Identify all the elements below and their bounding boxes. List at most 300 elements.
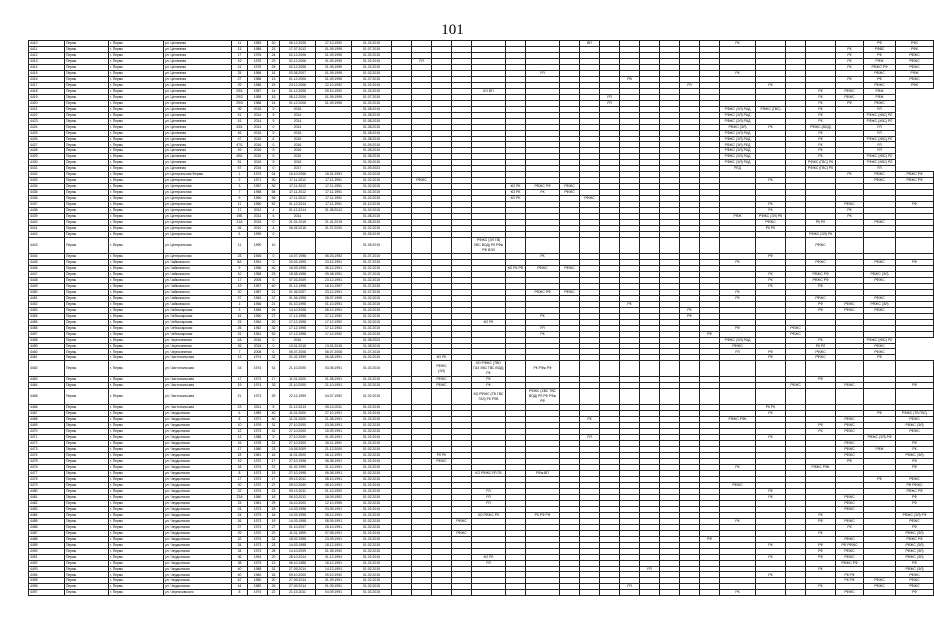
mark-cell: РК: [526, 331, 560, 337]
table-cell: Пермь: [65, 220, 109, 226]
table-cell: 2015: [248, 154, 268, 160]
table-cell: 01.09.1995: [316, 58, 352, 64]
table-cell: ул. Центральная: [164, 214, 232, 220]
table-cell: Пермь: [65, 584, 109, 590]
table-cell: 13.01.2015: [316, 343, 352, 349]
table-cell: 34: [232, 542, 248, 548]
table-cell: 01.02.2015: [352, 178, 392, 184]
table-cell: 01.02.2015: [352, 476, 392, 482]
table-cell: 2016: [248, 337, 268, 343]
table-cell: 0: [268, 220, 280, 226]
table-cell: 19Б: [232, 214, 248, 220]
mark-cell: РФЖС: [836, 307, 864, 313]
table-cell: 2016: [280, 142, 316, 148]
row-number-cell: 4478: [29, 476, 65, 482]
table-cell: 2015: [248, 160, 268, 166]
table-cell: 13: [232, 46, 248, 52]
table-cell: Пермь: [65, 530, 109, 536]
table-cell: ул. Целинная: [164, 94, 232, 100]
table-cell: 1988: [248, 566, 268, 572]
table-cell: г. Пермь: [109, 411, 164, 417]
table-cell: ул. Центральная: [164, 226, 232, 232]
table-cell: Пермь: [65, 423, 109, 429]
mark-cell: РК: [720, 465, 756, 471]
table-cell: г. Пермь: [109, 208, 164, 214]
row-number-cell: 4493: [29, 566, 65, 572]
table-cell: 14.03.1998: [280, 518, 316, 524]
table-cell: 33: [268, 383, 280, 389]
mark-cell: КО РК: [506, 190, 526, 196]
table-cell: 27: [232, 524, 248, 530]
mark-cell: РФЖС: [836, 417, 864, 423]
table-cell: 20.03.1995: [280, 259, 316, 265]
table-cell: 06.03.1992: [316, 253, 352, 259]
registry-table-body: [29, 41, 934, 596]
mark-cell: [392, 590, 412, 596]
mark-cell: РВ: [620, 76, 640, 82]
table-cell: Пермь: [65, 572, 109, 578]
mark-cell: РФЖС: [896, 578, 934, 584]
mark-cell: РФ: [896, 259, 934, 265]
table-cell: г. Пермь: [109, 530, 164, 536]
table-cell: 2015: [280, 130, 316, 136]
table-cell: 2: [232, 178, 248, 184]
table-cell: Пермь: [65, 355, 109, 361]
table-cell: 01.09.1995: [316, 52, 352, 58]
table-cell: 1976: [248, 52, 268, 58]
mark-cell: РК: [836, 52, 864, 58]
table-cell: 2017: [280, 166, 316, 172]
table-cell: г. Пермь: [109, 536, 164, 542]
table-cell: 01.02.2015: [352, 88, 392, 94]
table-cell: 17.11.2012: [280, 196, 316, 202]
mark-cell: РФ: [864, 41, 896, 47]
table-cell: 17.11.2012: [280, 190, 316, 196]
table-cell: 1994: [248, 554, 268, 560]
table-cell: Пермь: [65, 307, 109, 313]
table-cell: 23.09.1991: [316, 536, 352, 542]
mark-cell: КО РК РФ: [506, 265, 526, 271]
table-cell: 01.09.2023: [352, 166, 392, 172]
mark-cell: РФЖС: [836, 590, 864, 596]
table-cell: 23.12.1991: [316, 259, 352, 265]
table-cell: 11.01.2000: [280, 411, 316, 417]
table-cell: 01.02.2015: [352, 453, 392, 459]
table-cell: 21.01.2015: [280, 220, 316, 226]
table-cell: 25: [268, 64, 280, 70]
row-number-cell: 4424: [29, 124, 65, 130]
table-cell: 01.09.1995: [316, 70, 352, 76]
table-cell: 09.10.1992: [316, 572, 352, 578]
mark-cell: РФЖС: [432, 383, 452, 389]
table-cell: 23: [268, 447, 280, 453]
mark-cell: РФ: [680, 313, 700, 319]
mark-cell: РФЖС: [806, 237, 836, 253]
table-cell: 40: [268, 411, 280, 417]
table-cell: ул. Чердынская: [164, 494, 232, 500]
table-cell: 01.09.1991: [316, 584, 352, 590]
mark-cell: РФ: [864, 411, 896, 417]
table-cell: 07.08.1991: [316, 530, 352, 536]
table-cell: 22.10.1992: [316, 82, 352, 88]
table-cell: 01.12.2006: [280, 100, 316, 106]
mark-cell: [864, 590, 896, 596]
table-cell: г. Пермь: [109, 166, 164, 172]
table-cell: 21: [268, 289, 280, 295]
table-cell: 17.12.1998: [280, 313, 316, 319]
mark-cell: РФ: [896, 465, 934, 471]
table-cell: г. Пермь: [109, 325, 164, 331]
table-cell: 18.12.1991: [316, 560, 352, 566]
table-cell: 1973: [248, 429, 268, 435]
table-cell: 4: [268, 226, 280, 232]
row-number-cell: 4434: [29, 184, 65, 190]
table-cell: 11: [232, 237, 248, 253]
mark-cell: [756, 237, 786, 253]
table-cell: ул. Целинная: [164, 58, 232, 64]
table-cell: ул. Чистопольская: [164, 405, 232, 411]
table-cell: ул. Чердынская: [164, 500, 232, 506]
mark-cell: РК: [756, 488, 786, 494]
table-cell: 40: [232, 566, 248, 572]
mark-cell: РЛ: [864, 106, 896, 112]
table-cell: 17: [232, 476, 248, 482]
table-cell: 18: [268, 506, 280, 512]
table-cell: г. Пермь: [109, 512, 164, 518]
mark-cell: РЛ: [600, 94, 620, 100]
mark-cell: РК: [720, 518, 756, 524]
table-cell: 18.08.1998: [280, 271, 316, 277]
table-cell: 31: [268, 566, 280, 572]
table-cell: 20: [268, 578, 280, 584]
table-cell: Пермь: [65, 136, 109, 142]
table-cell: 06.08.1991: [316, 471, 352, 477]
row-number-cell: 4482: [29, 500, 65, 506]
table-cell: 27: [268, 524, 280, 530]
mark-cell: РЛ: [472, 500, 506, 506]
table-cell: Пермь: [65, 405, 109, 411]
table-cell: 08.12.1991: [316, 512, 352, 518]
table-cell: 01.02.2015: [352, 377, 392, 383]
mark-cell: РК РФ: [836, 572, 864, 578]
table-cell: 15: [232, 313, 248, 319]
table-cell: 01.07.2020: [316, 226, 352, 232]
table-cell: 01.10.1998: [280, 301, 316, 307]
table-cell: 14.10.2009: [280, 548, 316, 554]
table-cell: 23.12.1991: [316, 289, 352, 295]
mark-cell: РК: [526, 253, 560, 259]
table-cell: 47: [232, 136, 248, 142]
table-cell: ул. Чердынская: [164, 560, 232, 566]
table-cell: 06.12.1991: [316, 453, 352, 459]
mark-cell: РК: [680, 307, 700, 313]
mark-cell: РФЖС (ЭЛ) РАД: [720, 112, 756, 118]
table-row: [29, 237, 934, 253]
table-row: [29, 389, 934, 405]
table-cell: Пермь: [65, 271, 109, 277]
table-cell: 0: [268, 253, 280, 259]
table-cell: 1981: [248, 500, 268, 506]
table-cell: 04.07.1992: [316, 389, 352, 405]
table-cell: Пермь: [65, 208, 109, 214]
table-cell: 1974: [248, 536, 268, 542]
table-cell: г. Пермь: [109, 476, 164, 482]
table-cell: г. Пермь: [109, 518, 164, 524]
mark-cell: [506, 361, 526, 377]
table-cell: ул. Чердынская: [164, 465, 232, 471]
table-cell: 06.10.1988: [280, 560, 316, 566]
table-cell: г. Пермь: [109, 112, 164, 118]
table-cell: 9: [268, 106, 280, 112]
table-cell: 34: [232, 548, 248, 554]
table-cell: 17.11.1991: [316, 196, 352, 202]
mark-cell: [620, 389, 640, 405]
mark-cell: РФЖС РФ: [526, 184, 560, 190]
table-cell: 01.08.2015: [352, 130, 392, 136]
mark-cell: РФЖС: [786, 383, 806, 389]
table-cell: Пермь: [65, 148, 109, 154]
table-cell: 27.09.2014: [280, 584, 316, 590]
table-cell: Пермь: [65, 325, 109, 331]
table-cell: 17.11.2012: [280, 178, 316, 184]
table-cell: 01.08.2015: [352, 220, 392, 226]
table-cell: ул. Центральная: [164, 202, 232, 208]
table-cell: 14.03.1998: [280, 542, 316, 548]
table-cell: Пермь: [65, 536, 109, 542]
table-cell: 01.02.2015: [352, 554, 392, 560]
table-cell: 01.02.2015: [352, 70, 392, 76]
table-cell: 01.02.2015: [352, 560, 392, 566]
table-cell: 21.01.2015: [316, 220, 352, 226]
table-cell: 1974: [248, 488, 268, 494]
mark-cell: РФЖС: [864, 307, 896, 313]
row-number-cell: 4486: [29, 524, 65, 530]
mark-cell: РФЖС: [836, 548, 864, 554]
table-cell: 1973: [248, 389, 268, 405]
mark-cell: РФЖС: [896, 518, 934, 524]
table-cell: 1972: [248, 459, 268, 465]
table-cell: 43: [232, 118, 248, 124]
table-cell: 2005: [248, 277, 268, 283]
mark-cell: [560, 389, 580, 405]
table-cell: г. Пермь: [109, 214, 164, 220]
mark-cell: РФЖС (ХВС) РЛ: [864, 136, 896, 142]
row-number-cell: 4436: [29, 196, 65, 202]
table-cell: г. Пермь: [109, 154, 164, 160]
table-cell: 1973: [248, 560, 268, 566]
mark-cell: [620, 237, 640, 253]
mark-cell: [392, 389, 412, 405]
mark-cell: [896, 331, 934, 337]
mark-cell: РК РК: [756, 226, 786, 232]
table-cell: Пермь: [65, 319, 109, 325]
table-cell: 1971: [248, 178, 268, 184]
table-cell: ул. Целинная: [164, 52, 232, 58]
table-cell: ул. Целинная: [164, 82, 232, 88]
mark-cell: РК: [836, 76, 864, 82]
mark-cell: РФЖС (ЭЛ): [720, 124, 756, 130]
table-cell: ул. Чердынская: [164, 548, 232, 554]
table-cell: 22: [268, 590, 280, 596]
table-cell: 01.02.2015: [352, 512, 392, 518]
table-cell: 44: [232, 584, 248, 590]
table-cell: 17.12.1992: [316, 331, 352, 337]
table-cell: 20: [268, 554, 280, 560]
table-cell: 1976: [248, 423, 268, 429]
table-cell: Пермь: [65, 214, 109, 220]
table-cell: 17: [268, 459, 280, 465]
table-cell: 9: [268, 130, 280, 136]
row-number-cell: 4484: [29, 512, 65, 518]
table-cell: 06.12.2006: [280, 41, 316, 47]
row-number-cell: 4410: [29, 41, 65, 47]
table-cell: 30: [268, 178, 280, 184]
row-number-cell: 4470: [29, 429, 65, 435]
mark-cell: РФЖС (ВОД): [806, 124, 836, 130]
table-cell: 51: [232, 160, 248, 166]
table-cell: 15.09.1991: [316, 429, 352, 435]
table-cell: 1972: [248, 482, 268, 488]
mark-cell: РФЖС: [864, 70, 896, 76]
table-cell: ул. Чердынская: [164, 459, 232, 465]
table-cell: 2015: [248, 220, 268, 226]
table-cell: 2016: [248, 166, 268, 172]
mark-cell: РФЖС: [864, 584, 896, 590]
table-cell: Пермь: [65, 283, 109, 289]
mark-cell: РФЖС (ЭЛ) РФ: [864, 435, 896, 441]
table-cell: Пермь: [65, 518, 109, 524]
table-cell: г. Пермь: [109, 148, 164, 154]
table-cell: 17: [268, 377, 280, 383]
table-cell: Пермь: [65, 46, 109, 52]
table-cell: г. Пермь: [109, 82, 164, 88]
table-cell: Пермь: [65, 429, 109, 435]
mark-cell: РФ: [756, 349, 786, 355]
table-cell: 1990: [248, 237, 268, 253]
table-cell: 7: [232, 190, 248, 196]
mark-cell: РФЖС: [560, 190, 580, 196]
table-cell: г. Пермь: [109, 313, 164, 319]
table-cell: ул. Чайковского: [164, 301, 232, 307]
mark-cell: РФЖС: [836, 301, 864, 307]
table-cell: 0: [268, 124, 280, 130]
table-cell: 19: [232, 58, 248, 64]
table-cell: 18: [232, 453, 248, 459]
table-cell: 14.07.1998: [280, 253, 316, 259]
table-cell: 26.10.1991: [316, 524, 352, 530]
table-cell: Пермь: [65, 417, 109, 423]
table-cell: 01.02.2015: [352, 64, 392, 70]
table-cell: Пермь: [65, 566, 109, 572]
table-cell: 29/2: [232, 94, 248, 100]
table-cell: г. Пермь: [109, 319, 164, 325]
table-cell: 5: [268, 277, 280, 283]
mark-cell: РФЖС: [836, 494, 864, 500]
table-cell: 17.11.1991: [316, 202, 352, 208]
table-cell: 0: [268, 142, 280, 148]
table-cell: 1974: [248, 465, 268, 471]
table-cell: 12.10.1995: [316, 500, 352, 506]
mark-cell: КО РФЖС (ТВО ГАЗ ХВС ГВС ВОД) РК: [473, 361, 504, 376]
mark-cell: РФЖС (ХВС ТВС ВОД) РЛ РФ РФж РФ: [526, 389, 560, 405]
table-cell: 26: [232, 518, 248, 524]
table-cell: 01.07.2015: [352, 76, 392, 82]
table-cell: 15: [232, 361, 248, 377]
table-cell: г. Пермь: [109, 202, 164, 208]
table-cell: ул. Целинная: [164, 166, 232, 172]
mark-cell: РФЖС: [412, 178, 432, 184]
table-cell: Пермь: [65, 88, 109, 94]
table-cell: 17: [268, 476, 280, 482]
table-cell: Пермь: [65, 343, 109, 349]
table-cell: 1957: [248, 184, 268, 190]
mark-cell: РФЖ: [720, 214, 756, 220]
mark-cell: РФЖС (ХВС) РЛ: [864, 154, 896, 160]
table-cell: 01.02.2015: [352, 190, 392, 196]
table-cell: 40: [232, 572, 248, 578]
table-cell: 27.09.2014: [280, 566, 316, 572]
table-cell: Пермь: [65, 383, 109, 389]
row-number-cell: 4426: [29, 136, 65, 142]
mark-cell: РФЖС: [836, 383, 864, 389]
mark-cell: РФК: [896, 82, 934, 88]
table-cell: 01.02.2015: [352, 584, 392, 590]
mark-cell: РФ: [864, 52, 896, 58]
table-cell: 01.02.2015: [352, 196, 392, 202]
table-cell: г. Пермь: [109, 488, 164, 494]
row-number-cell: 4440: [29, 220, 65, 226]
mark-cell: РФЖС: [896, 429, 934, 435]
mark-cell: РК: [756, 124, 786, 130]
table-cell: 11.01.2000: [280, 417, 316, 423]
table-cell: 1980: [248, 447, 268, 453]
table-cell: 21.08.1991: [316, 417, 352, 423]
table-cell: 16: [232, 441, 248, 447]
mark-cell: РФ: [896, 383, 934, 389]
table-cell: г. Пермь: [109, 337, 164, 343]
table-cell: Пермь: [65, 41, 109, 47]
table-cell: 17.12.1998: [280, 325, 316, 331]
table-cell: г. Пермь: [109, 548, 164, 554]
table-cell: 1958: [248, 190, 268, 196]
table-cell: 01.02.2015: [352, 494, 392, 500]
table-cell: 01.07.2015: [352, 349, 392, 355]
table-cell: г. Пермь: [109, 524, 164, 530]
table-cell: 24: [232, 512, 248, 518]
row-number-cell: 4461: [29, 355, 65, 361]
mark-cell: [806, 590, 836, 596]
mark-cell: РК: [756, 554, 786, 560]
table-cell: 01.02.2015: [352, 524, 392, 530]
mark-cell: РФ: [896, 590, 934, 596]
table-cell: 23.12.2006: [280, 82, 316, 88]
table-cell: 21.10.2000: [280, 383, 316, 389]
table-cell: ул. Целинная: [164, 130, 232, 136]
table-cell: ул. Центральная: [164, 232, 232, 238]
table-cell: Пермь: [65, 488, 109, 494]
table-cell: 29/3: [232, 100, 248, 106]
mark-cell: РЛ: [640, 566, 660, 572]
mark-cell: РК: [806, 566, 836, 572]
mark-cell: РФ: [896, 202, 934, 208]
mark-cell: [720, 237, 756, 253]
mark-cell: [896, 237, 934, 253]
table-cell: г. Пермь: [109, 88, 164, 94]
table-cell: 01.02.2015: [352, 405, 392, 411]
row-number-cell: 4492: [29, 560, 65, 566]
mark-cell: РФЖС (ГВС) РК: [806, 160, 836, 166]
table-cell: г. Пермь: [109, 58, 164, 64]
